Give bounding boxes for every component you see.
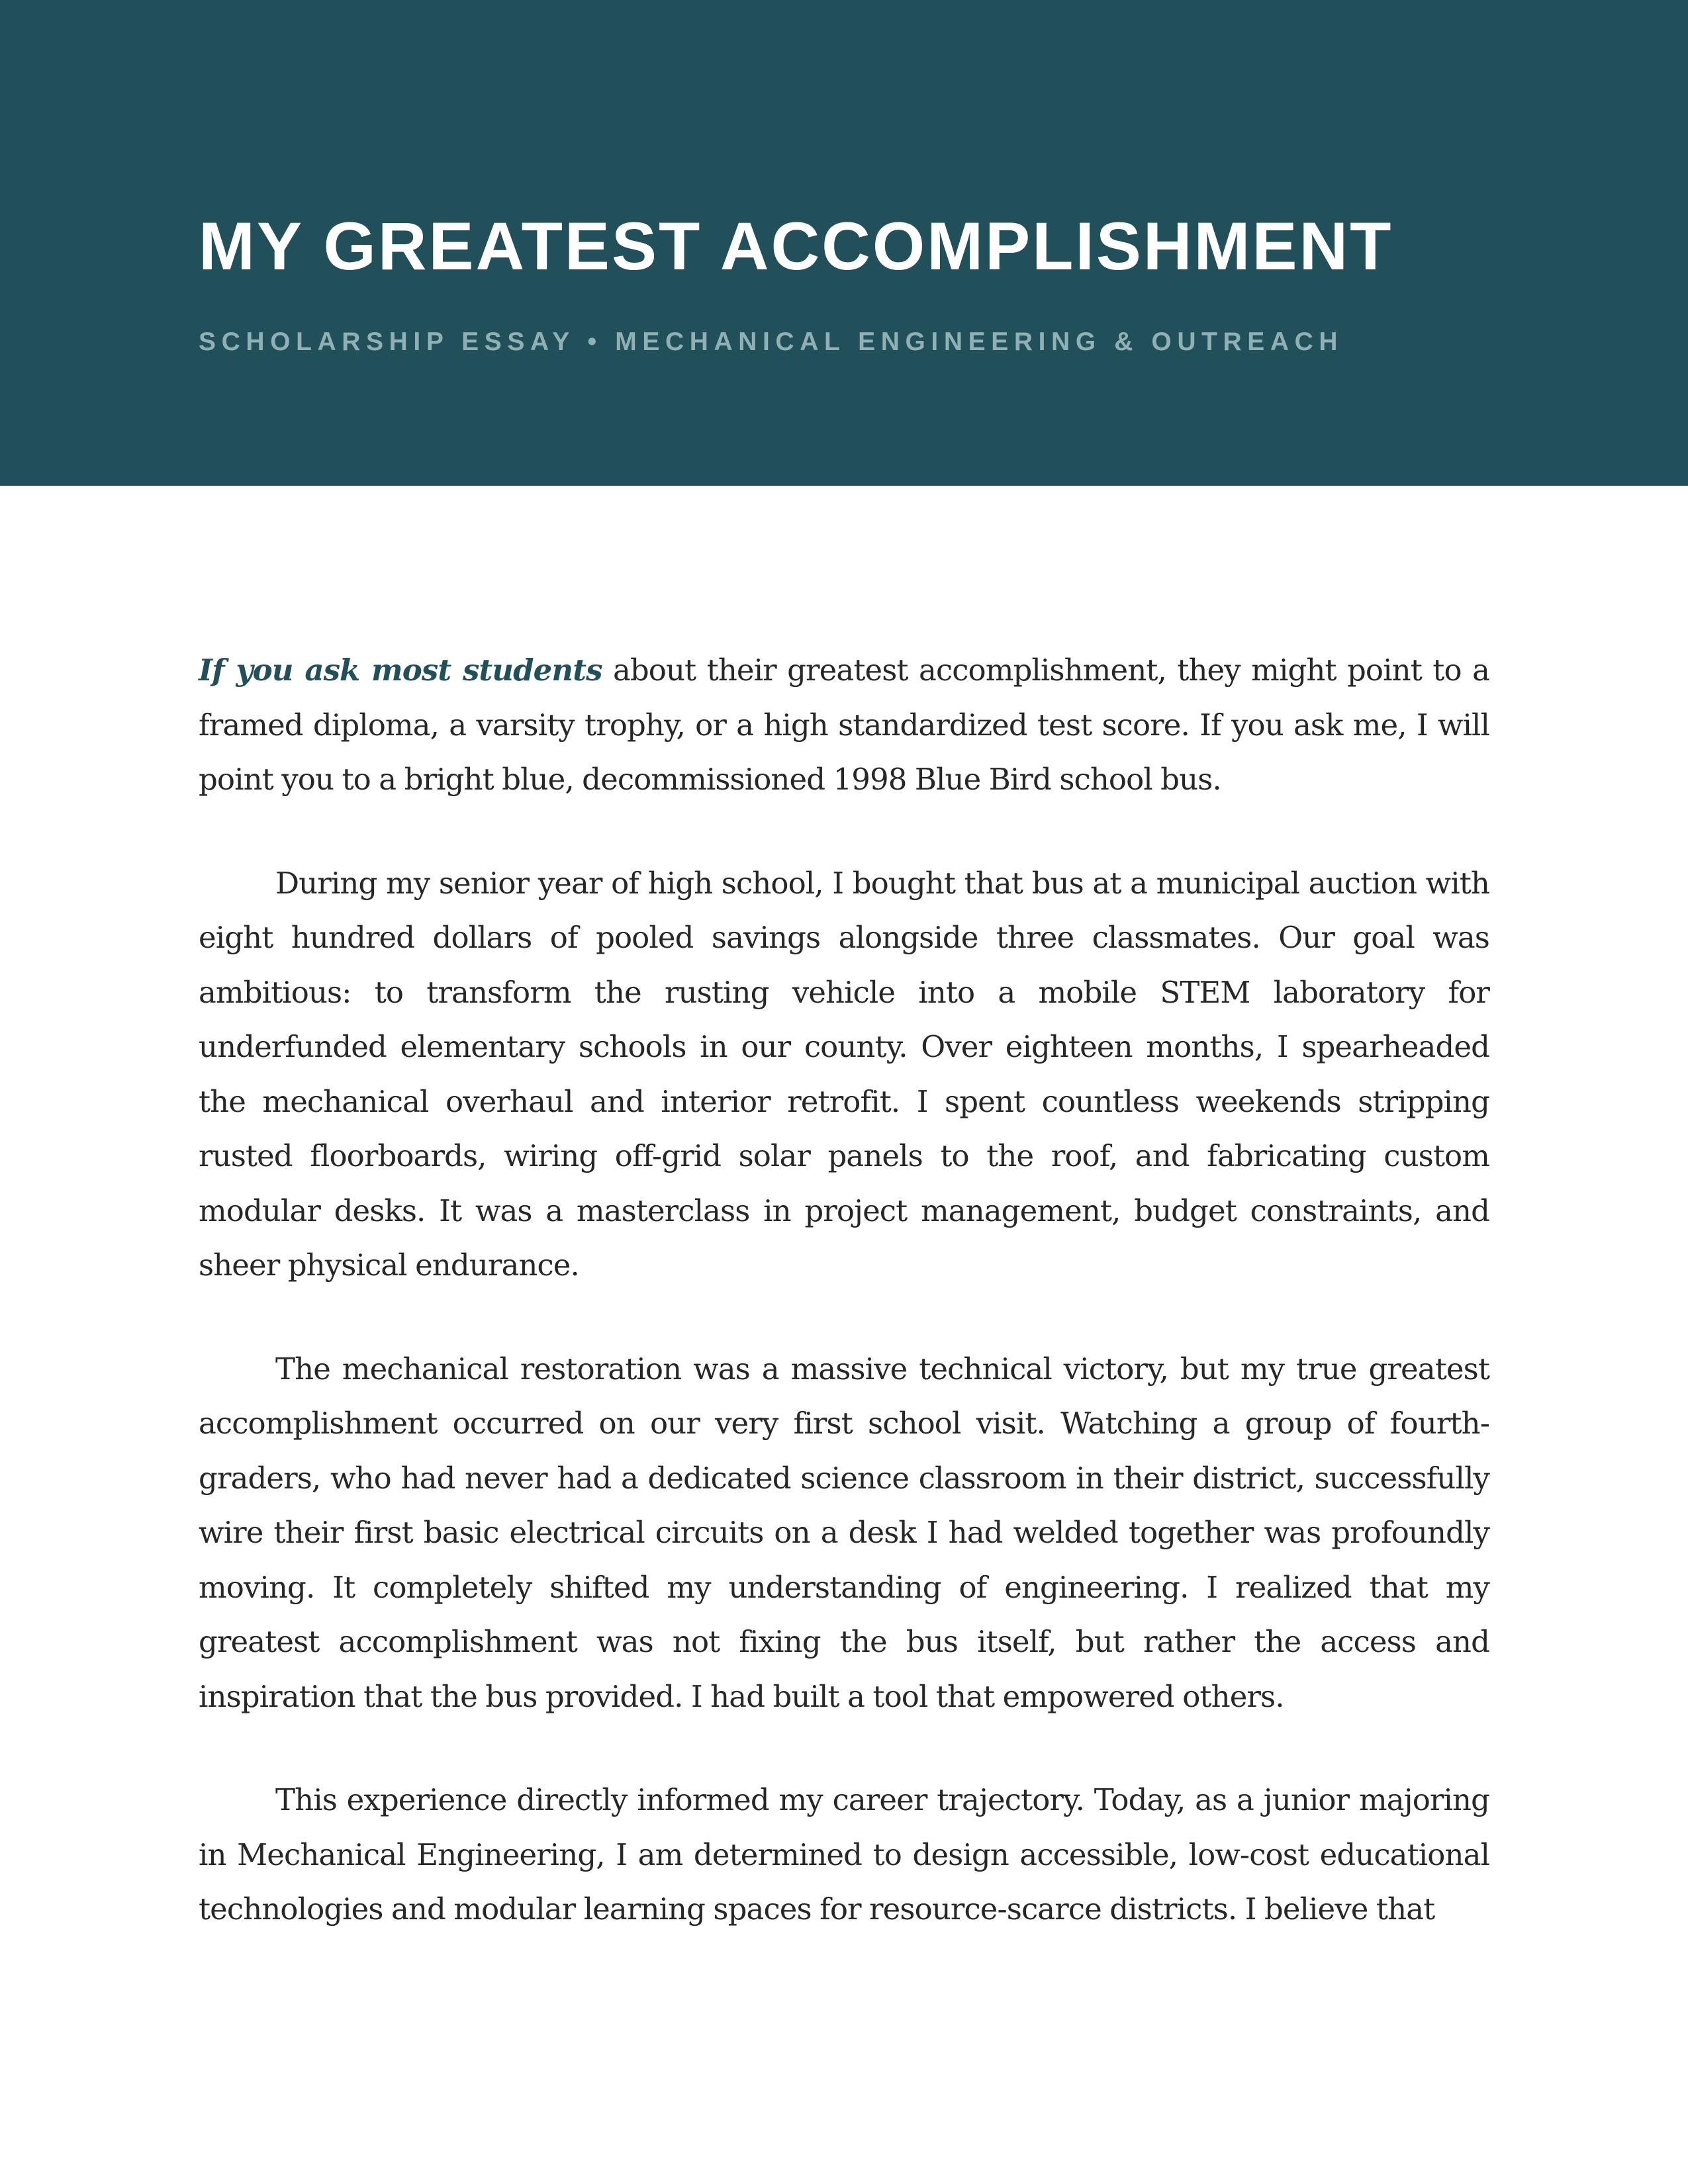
essay-paragraph-4: This experience directly informed my career trajectory. Today, as a junior majoring in Mechanical Engineering, I am determined to design accessible, low-cost educational technologies and modular learning spaces for resource-scarce districts. I believe that — [199, 1782, 1489, 1927]
essay-paragraph-3: The mechanical restoration was a massive technical victory, but my true greatest accomplishment occurred on our very first school visit. Watching a group of fourth-graders, who had never had a dedicated science classroom in their district, successfully wire their first basic electrical circuits on a desk I had welded together was profoundly moving. It completely shifted my understanding of engineering. I realized that my greatest accomplishment was not fixing the bus itself, but rather the access and inspiration that the bus provided. I had built a tool that empowered others. — [199, 1351, 1489, 1714]
paragraph-1-text: about their greatest accomplishment, they might point to a framed diploma, a varsity trophy, or a high standardized test score. If you ask me, I will point you to a bright blue, decommissioned 1998 Blue Bird school bus. — [199, 653, 1489, 797]
essay-paragraph-2: During my senior year of high school, I bought that bus at a municipal auction with eight hundred dollars of pooled savings alongside three classmates. Our goal was ambitious: to transform the rusting vehicle into a mobile STEM laboratory for underfunded elementary schools in our county. Over eighteen months, I spearheaded the mechanical overhaul and interior retrofit. I spent countless weekends stripping rusted floorboards, wiring off-grid solar panels to the roof, and fabricating custom modular desks. It was a masterclass in project management, budget constraints, and sheer physical endurance. — [199, 865, 1489, 1283]
header-banner — [0, 0, 1688, 486]
essay-paragraph-1 — [199, 643, 1489, 807]
page-subtitle: SCHOLARSHIP ESSAY • MECHANICAL ENGINEERING & OUTREACH — [199, 328, 1344, 356]
essay-body — [199, 643, 1489, 1986]
lead-in-phrase: If you ask most students — [199, 653, 602, 688]
page-title: MY GREATEST ACCOMPLISHMENT — [199, 208, 1393, 284]
